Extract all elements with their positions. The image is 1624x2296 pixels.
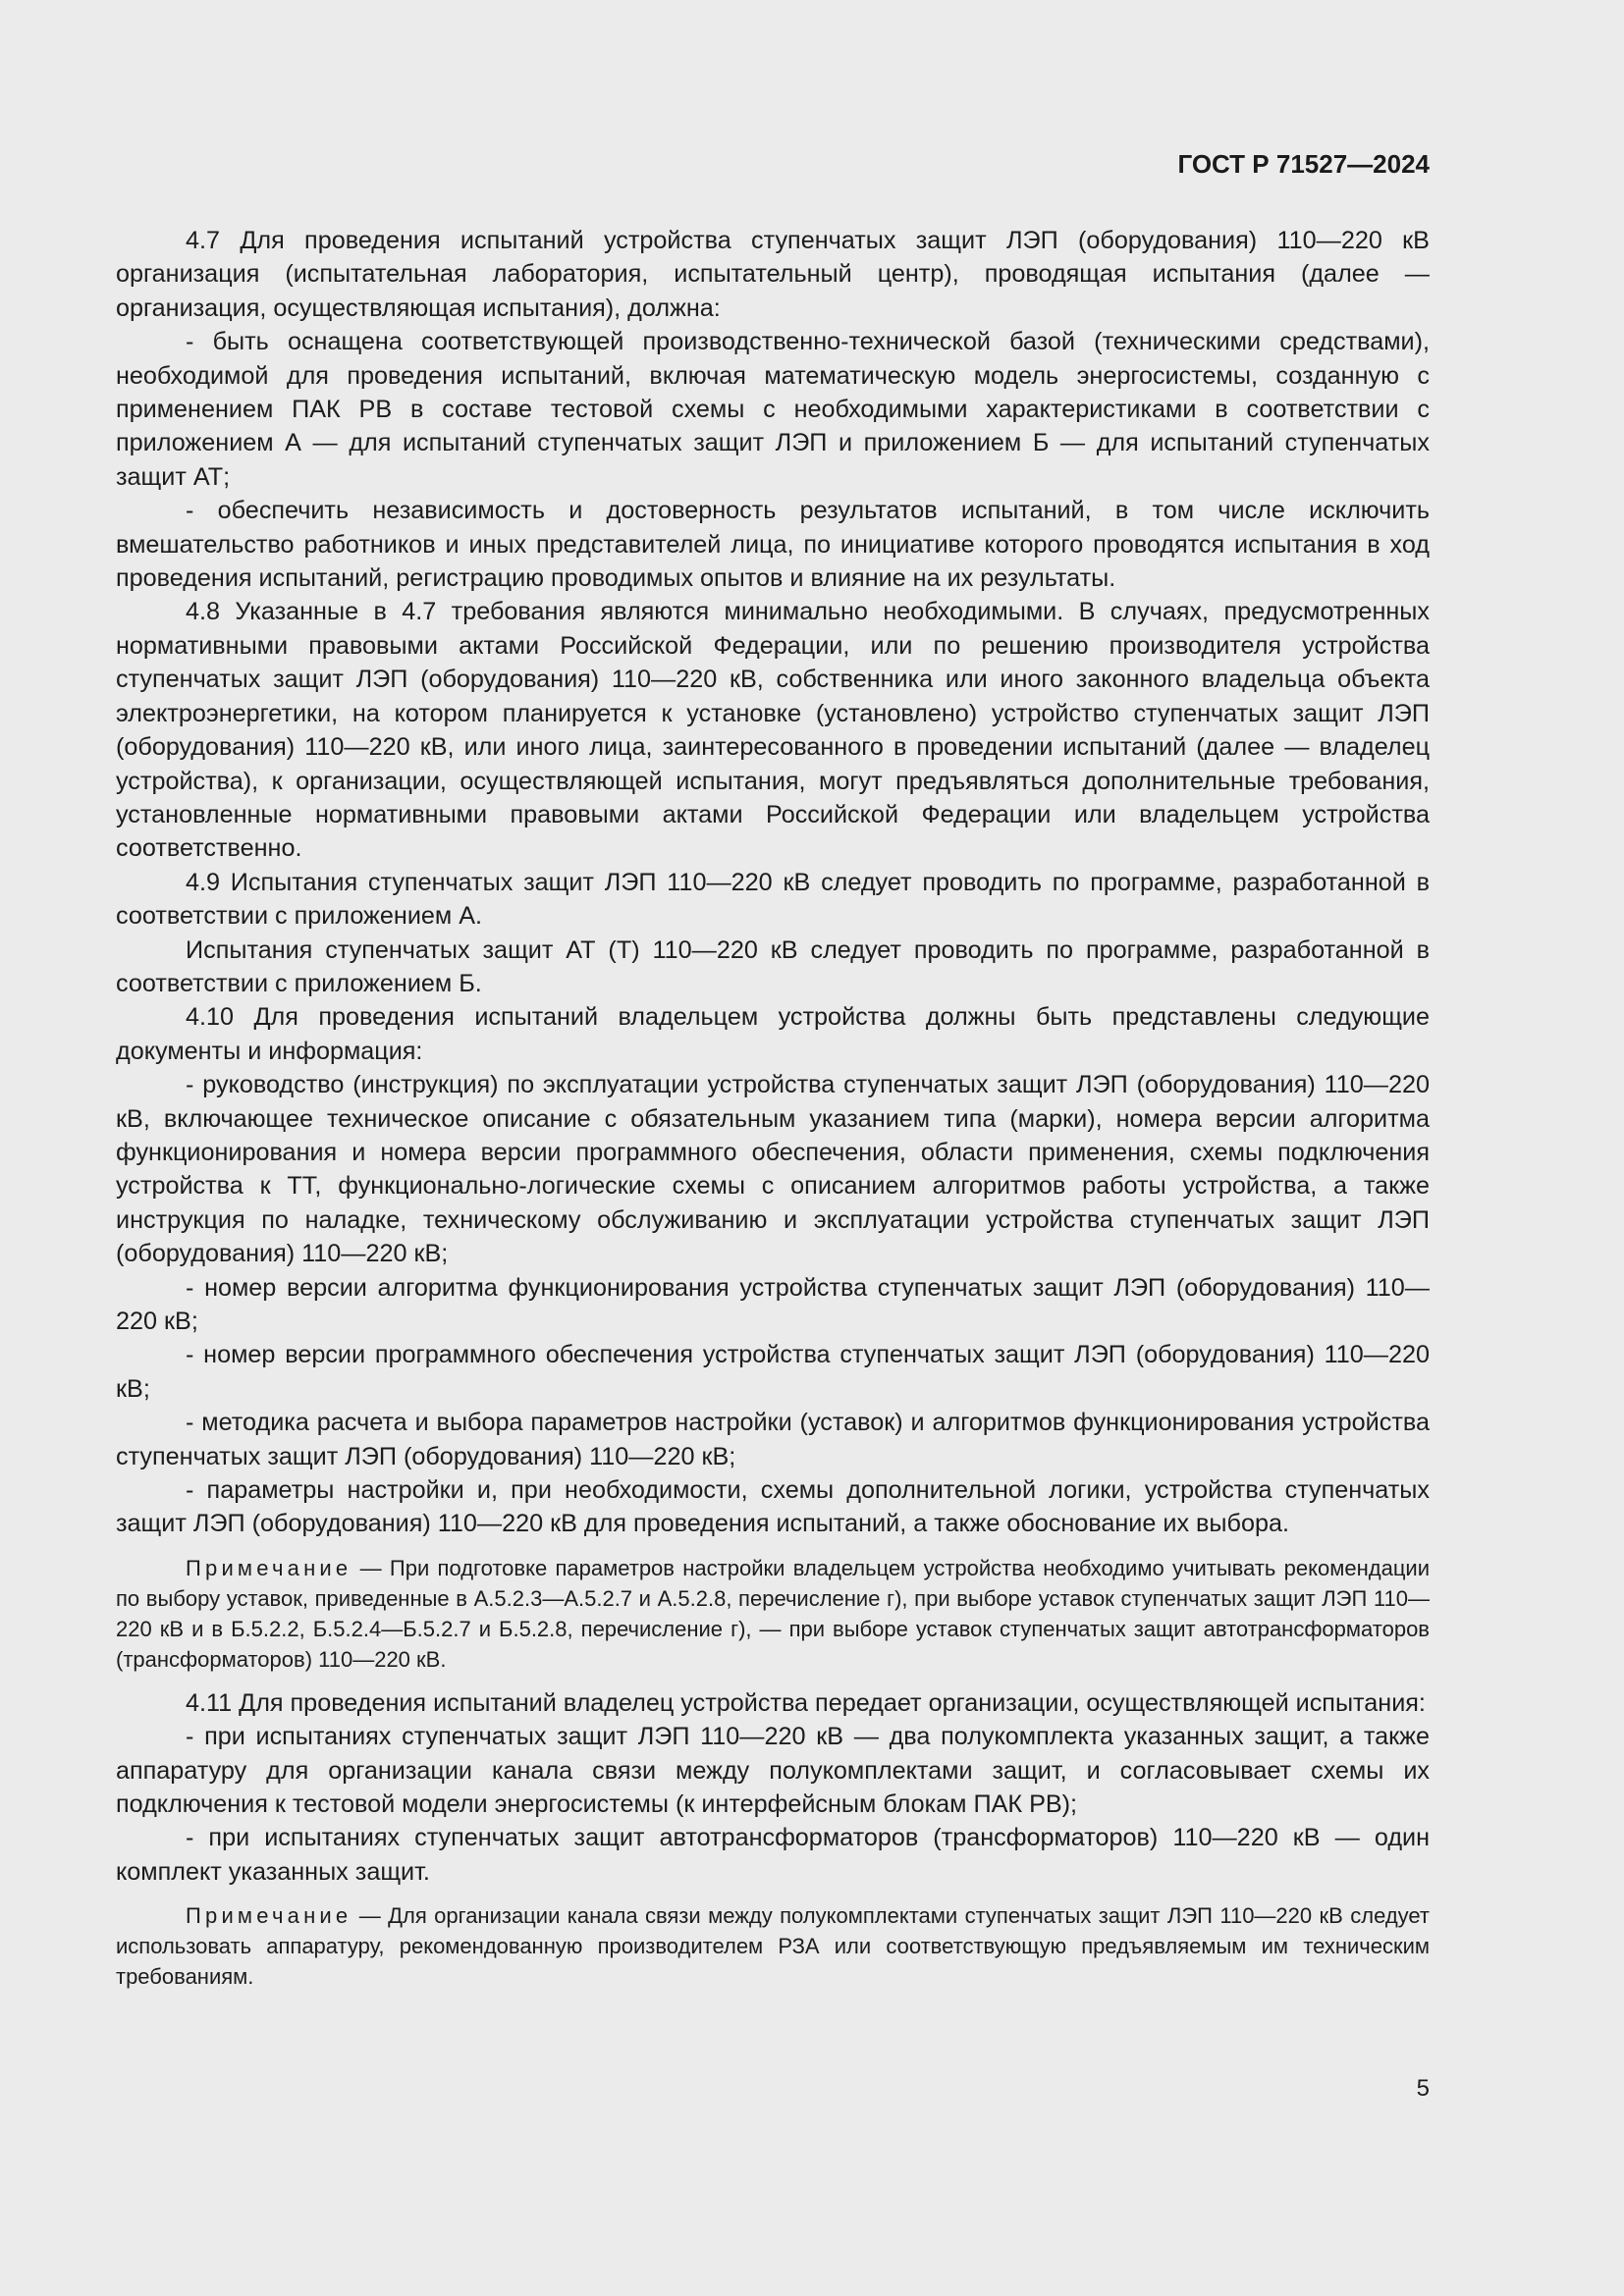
paragraph-4-9: 4.9 Испытания ступенчатых защит ЛЭП 110—220 кВ следует проводить по программе, разработанной в соответствии с приложением А. — [116, 868, 1430, 931]
list-item: - быть оснащена соответствующей производственно-технической базой (техническими средствами), необходимой для проведения испытаний, включая математическую модель энергосистемы, созданную с применением ПАК РВ в составе тестовой схемы с необходимыми характеристиками в соответствии с приложением А — для испытаний ступенчатых защит ЛЭП и приложением Б — для испытаний ступенчатых защит АТ; — [116, 328, 1430, 491]
note-label: Примечание — [186, 1555, 352, 1580]
note-text: — При подготовке параметров настройки владельцем устройства необходимо учитывать рекомендации по выбору уставок, приведенные в А.5.2.3—А.5.2.7 и А.5.2.8, перечисление г), при выборе уставок ступенчатых защит ЛЭП 110—220 кВ и в Б.5.2.2, Б.5.2.4—Б.5.2.7 и Б.5.2.8, перечисление г), — при выборе уставок ступенчатых защит автотрансформаторов (трансформаторов) 110—220 кВ. — [116, 1555, 1430, 1672]
paragraph-4-10: 4.10 Для проведения испытаний владельцем устройства должны быть представлены следующие документы и информация: — [116, 1003, 1430, 1065]
note-2 — [116, 1900, 1430, 1992]
list-item: - руководство (инструкция) по эксплуатации устройства ступенчатых защит ЛЭП (оборудования) 110—220 кВ, включающее техническое описание с обязательным указанием типа (марки), номера версии алгоритма функционирования и номера версии программного обеспечения, области применения, схемы подключения устройства к ТТ, функционально-логические схемы с описанием алгоритмов работы устройства, а также инструкция по наладке, техническому обслуживанию и эксплуатации устройства ступенчатых защит ЛЭП (оборудования) 110—220 кВ; — [116, 1071, 1430, 1268]
paragraph: Испытания ступенчатых защит АТ (Т) 110—220 кВ следует проводить по программе, разработанной в соответствии с приложением Б. — [116, 935, 1430, 997]
list-item: - номер версии алгоритма функционирования устройства ступенчатых защит ЛЭП (оборудования) 110—220 кВ; — [116, 1273, 1430, 1335]
note-1 — [116, 1553, 1430, 1675]
page-number: 5 — [1416, 2075, 1430, 2102]
list-item: - при испытаниях ступенчатых защит автотрансформаторов (трансформаторов) 110—220 кВ — один комплект указанных защит. — [116, 1824, 1430, 1886]
paragraph-4-8: 4.8 Указанные в 4.7 требования являются минимально необходимыми. В случаях, предусмотренных нормативными правовыми актами Российской Федерации, или по решению производителя устройства ступенчатых защит ЛЭП (оборудования) 110—220 кВ, собственника или иного законного владельца объекта электроэнергетики, на котором планируется к установке (установлено) устройство ступенчатых защит ЛЭП (оборудования) 110—220 кВ, или иного лица, заинтересованного в проведении испытаний (далее — владелец устройства), к организации, осуществляющей испытания, могут предъявляться дополнительные требования, установленные нормативными правовыми актами Российской Федерации или владельцем устройства соответственно. — [116, 598, 1430, 863]
note-text: — Для организации канала связи между полукомплектами ступенчатых защит ЛЭП 110—220 кВ следует использовать аппаратуру, рекомендованную производителем РЗА или соответствующую предъявляемым им техническим требованиям. — [116, 1903, 1430, 1990]
list-item: - методика расчета и выбора параметров настройки (уставок) и алгоритмов функционирования устройства ступенчатых защит ЛЭП (оборудования) 110—220 кВ; — [116, 1409, 1430, 1470]
list-item: - номер версии программного обеспечения устройства ступенчатых защит ЛЭП (оборудования) 110—220 кВ; — [116, 1341, 1430, 1403]
list-item: - параметры настройки и, при необходимости, схемы дополнительной логики, устройства ступенчатых защит ЛЭП (оборудования) 110—220 кВ для проведения испытаний, а также обоснование их выбора. — [116, 1476, 1430, 1538]
list-item: - при испытаниях ступенчатых защит ЛЭП 110—220 кВ — два полукомплекта указанных защит, а также аппаратуру для организации канала связи между полукомплектами защит, и согласовывает схемы их подключения к тестовой модели энергосистемы (к интерфейсным блокам ПАК РВ); — [116, 1723, 1430, 1819]
list-item: - обеспечить независимость и достоверность результатов испытаний, в том числе исключить вмешательство работников и иных представителей лица, по инициативе которого проводятся испытания в ход проведения испытаний, регистрацию проводимых опытов и влияние на их результаты. — [116, 497, 1430, 593]
note-label: Примечание — [186, 1903, 352, 1929]
paragraph-4-11: 4.11 Для проведения испытаний владелец устройства передает организации, осуществляющей испытания: — [186, 1688, 1426, 1717]
main-text — [116, 224, 1430, 2003]
paragraph-4-7: 4.7 Для проведения испытаний устройства ступенчатых защит ЛЭП (оборудования) 110—220 кВ организация (испытательная лаборатория, испытательный центр), проводящая испытания (далее — организация, осуществляющая испытания), должна: — [116, 227, 1430, 322]
document-code: ГОСТ Р 71527—2024 — [1177, 149, 1430, 179]
